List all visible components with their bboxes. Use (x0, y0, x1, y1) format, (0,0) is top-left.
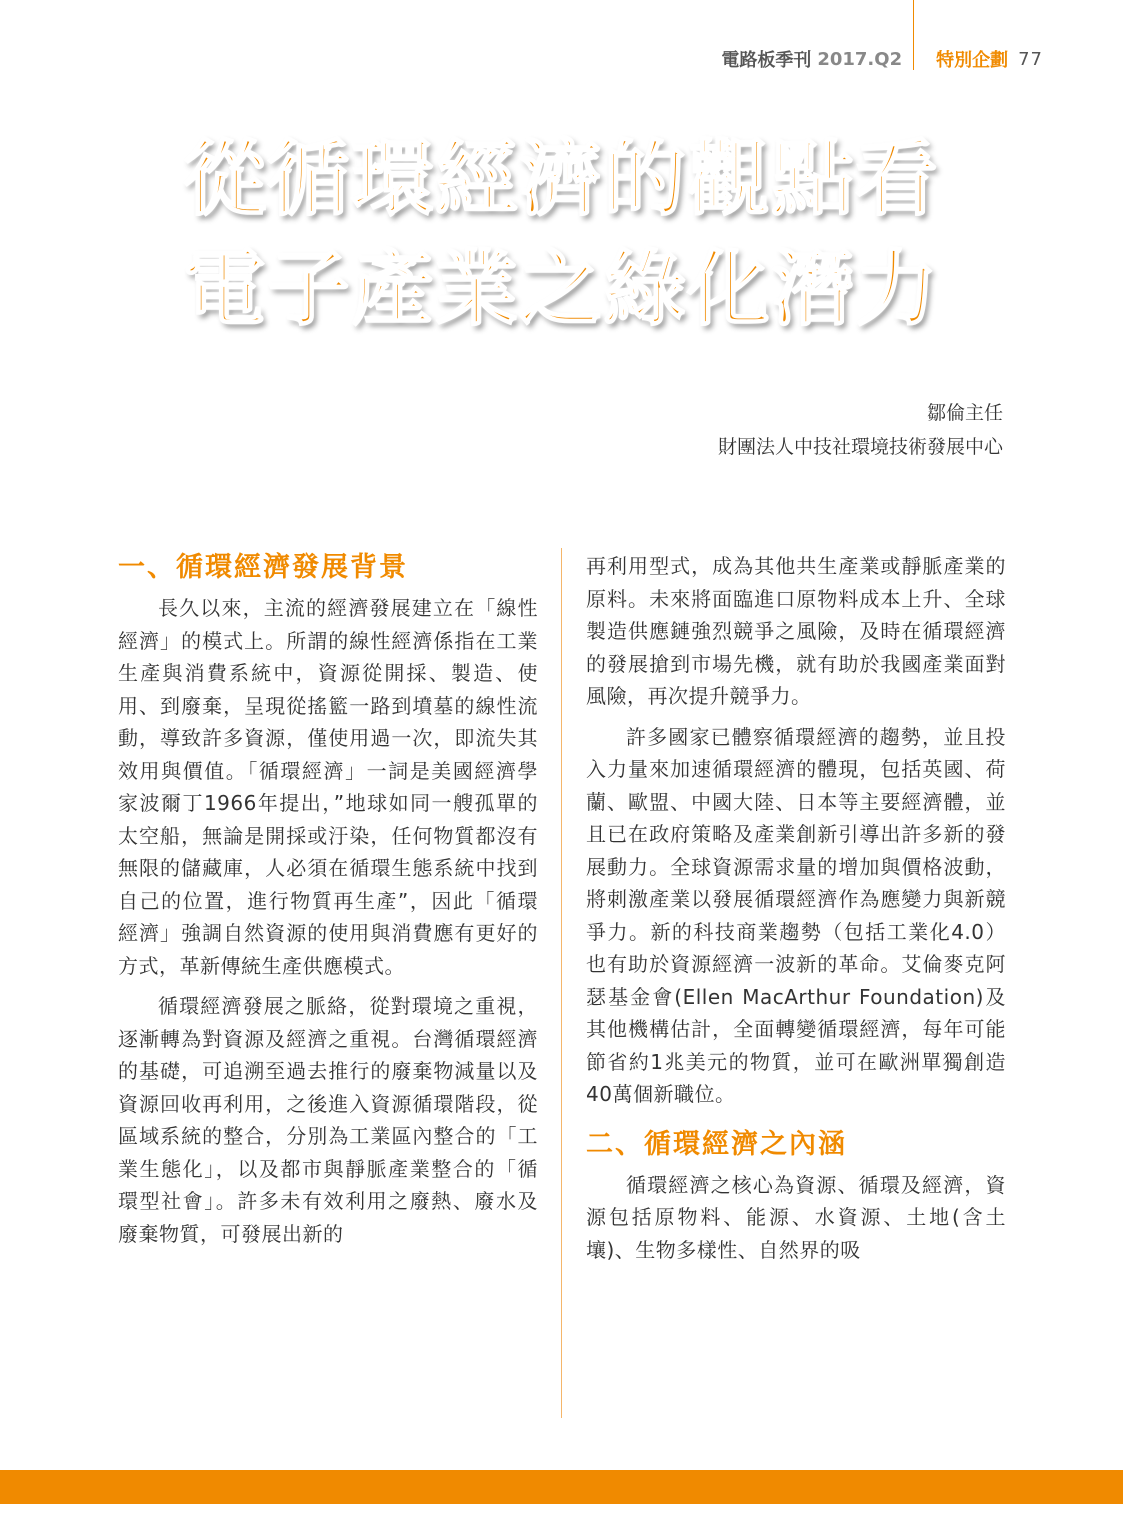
paragraph: 循環經濟發展之脈絡，從對環境之重視，逐漸轉為對資源及經濟之重視。台灣循環經濟的基礎，可追溯至過去推行的廢棄物減量以及資源回收再利用，之後進入資源循環階段，從區域系統的整合，分別為工業區內整合的「工業生態化」，以及都市與靜脈產業整合的「循環型社會」。許多未有效利用之廢熱、廢水及廢棄物質，可發展出新的 (118, 994, 538, 1246)
section-heading-1: 一、循環經濟發展背景 (118, 552, 408, 583)
author-name: 鄒倫主任 (926, 402, 1003, 424)
footer-bar (0, 1470, 1123, 1504)
paragraph: 循環經濟之核心為資源、循環及經濟，資源包括原物料、能源、水資源、土地(含土壤)、生物多樣性、自然界的吸 (586, 1172, 1006, 1262)
column-left (118, 548, 538, 1258)
publication-name: 電路板季刊 (721, 50, 812, 71)
section-heading-2: 二、循環經濟之內涵 (586, 1128, 847, 1160)
article-title-line-2: 電子產業之綠化潛力 (183, 241, 940, 337)
column-right (586, 550, 1006, 1274)
author-block (718, 396, 1003, 464)
paragraph-continued: 再利用型式，成為其他共生產業或靜脈產業的原料。未來將面臨進口原物料成本上升、全球製造供應鏈強烈競爭之風險，及時在循環經濟的發展搶到市場先機，就有助於我國產業面對風險，再次提升競爭力。 (586, 554, 1006, 708)
paragraph: 許多國家已體察循環經濟的趨勢，並且投入力量來加速循環經濟的體現，包括英國、荷蘭、歐盟、中國大陸、日本等主要經濟體，並且已在政府策略及產業創新引導出許多新的發展動力。全球資源需求量的增加與價格波動，將刺激產業以發展循環經濟作為應變力與新競爭力。新的科技商業趨勢（包括工業化4.0）也有助於資源經濟一波新的革命。艾倫麥克阿瑟基金會(Ellen MacArthur Foundation)及其他機構估計，全面轉變循環經濟，每年可能節省約1兆美元的物質，並可在歐洲單獨創造40萬個新職位。 (586, 724, 1006, 1106)
section-label: 特別企劃 (936, 50, 1009, 71)
paragraph: 長久以來，主流的經濟發展建立在「線性經濟」的模式上。所謂的線性經濟係指在工業生產與消費系統中，資源從開採、製造、使用、到廢棄，呈現從搖籃一路到墳墓的線性流動，導致許多資源，僅使用過一次，即流失其效用與價值。「循環經濟」一詞是美國經濟學家波爾丁1966年提出，”地球如同一艘孤單的太空船，無論是開採或汙染，任何物質都沒有無限的儲藏庫，人必須在循環生態系統中找到自己的位置，進行物質再生產”，因此「循環經濟」強調自然資源的使用與消費應有更好的方式，革新傳統生產供應模式。 (118, 596, 538, 978)
page-number: 77 (1018, 48, 1043, 70)
column-divider (561, 548, 562, 1418)
author-affiliation: 財團法人中技社環境技術發展中心 (717, 436, 1003, 458)
article-title-line-1: 從循環經濟的觀點看 (183, 131, 940, 227)
issue-label: 2017.Q2 (817, 48, 903, 70)
running-header (721, 46, 1043, 72)
